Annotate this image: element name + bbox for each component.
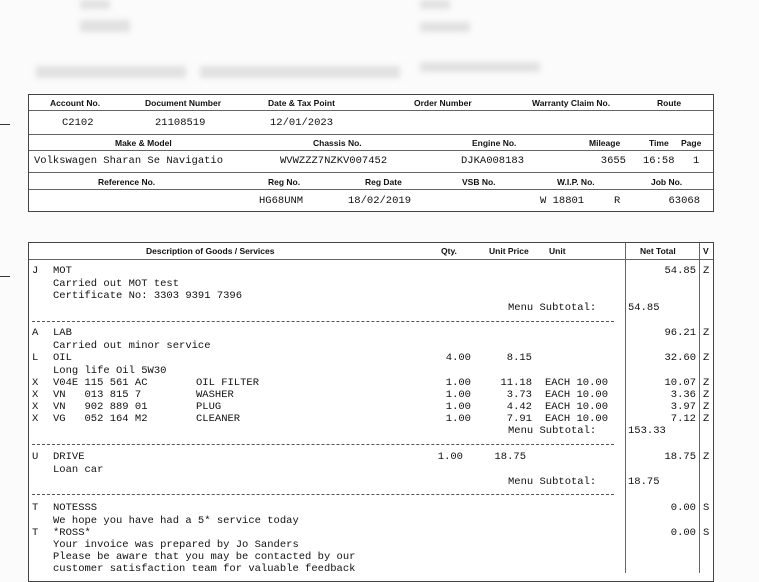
line-title: LAB <box>53 327 72 339</box>
redacted-block <box>80 0 110 9</box>
time: 16:58 <box>643 155 675 167</box>
label-vat: V <box>703 246 709 256</box>
engine-no: DJKA008183 <box>461 155 525 167</box>
vat-code: Z <box>703 401 710 413</box>
label-warranty-claim-no: Warranty Claim No. <box>532 98 611 108</box>
qty: 1.00 <box>437 451 463 463</box>
note-line: *ROSS* <box>53 527 91 539</box>
part-number: VN 902 889 01 <box>53 401 148 413</box>
vat-code: Z <box>703 389 710 401</box>
net-total: 10.07 <box>664 377 696 389</box>
make-model: Volkswagen Sharan Se Navigatio <box>34 155 224 167</box>
qty: 1.00 <box>445 377 471 389</box>
subtotal-label: Menu Subtotal: <box>508 476 597 488</box>
part-name: PLUG <box>196 401 222 413</box>
part-code: X <box>32 389 39 401</box>
line-title: DRIVE <box>53 451 85 463</box>
divider <box>699 243 700 573</box>
part-name: WASHER <box>196 389 234 401</box>
redacted-block <box>200 66 400 78</box>
unit: EACH 10.00 <box>545 389 609 401</box>
unit-price: 18.75 <box>494 451 526 463</box>
line-code: L <box>32 352 39 364</box>
vat-code: Z <box>703 265 710 277</box>
line-code: U <box>32 451 39 463</box>
net-total: 96.21 <box>664 327 696 339</box>
subtotal-label: Menu Subtotal: <box>508 302 597 314</box>
unit: EACH 10.00 <box>545 413 609 425</box>
divider <box>29 172 713 173</box>
part-number: VN 013 815 7 <box>53 389 142 401</box>
vat-code: Z <box>703 352 710 364</box>
line-description: Loan car <box>53 464 104 476</box>
label-mileage: Mileage <box>589 138 621 148</box>
account-no: C2102 <box>62 117 94 129</box>
unit-price: 4.42 <box>506 401 532 413</box>
qty: 4.00 <box>445 352 471 364</box>
reg-date: 18/02/2019 <box>348 195 412 207</box>
label-engine-no: Engine No. <box>472 138 517 148</box>
vat-code: S <box>703 527 710 539</box>
label-page: Page <box>681 138 702 148</box>
reg-no: HG68UNM <box>259 195 304 207</box>
redacted-block <box>420 22 470 32</box>
divider <box>29 134 713 135</box>
unit-price: 11.18 <box>500 377 532 389</box>
net-total: 32.60 <box>664 352 696 364</box>
part-code: X <box>32 377 39 389</box>
part-number: V04E 115 561 AC <box>53 377 148 389</box>
label-account-no: Account No. <box>50 98 101 108</box>
note-line: Your invoice was prepared by Jo Sanders <box>53 539 299 551</box>
vat-code: S <box>703 502 710 514</box>
label-wip-no: W.I.P. No. <box>557 177 595 187</box>
net-total: 0.00 <box>670 527 696 539</box>
divider <box>625 243 626 573</box>
qty: 1.00 <box>445 413 471 425</box>
part-code: X <box>32 413 39 425</box>
vat-code: Z <box>703 377 710 389</box>
vat-code: Z <box>703 327 710 339</box>
qty: 1.00 <box>445 389 471 401</box>
mileage: 3655 <box>600 155 626 167</box>
net-total: 3.97 <box>670 401 696 413</box>
label-reg-no: Reg No. <box>268 177 301 187</box>
section-divider <box>32 494 614 495</box>
line-description: Certificate No: 3303 9391 7396 <box>53 290 243 302</box>
part-number: VG 052 164 M2 <box>53 413 148 425</box>
unit-price: 7.91 <box>506 413 532 425</box>
label-job-no: Job No. <box>651 177 683 187</box>
line-code: T <box>32 502 39 514</box>
page-number: 1 <box>693 155 700 167</box>
net-total: 3.36 <box>670 389 696 401</box>
date-tax-point: 12/01/2023 <box>270 117 334 129</box>
wip-suffix: R <box>614 195 621 207</box>
note-line: We hope you have had a 5* service today <box>53 515 299 527</box>
divider <box>29 110 713 111</box>
net-total: 18.75 <box>664 451 696 463</box>
label-unit-price: Unit Price <box>489 246 529 256</box>
section-divider <box>32 444 614 445</box>
net-total: 54.85 <box>664 265 696 277</box>
redacted-block <box>420 0 450 9</box>
subtotal-value: 54.85 <box>628 302 660 314</box>
line-title: MOT <box>53 265 72 277</box>
label-chassis-no: Chassis No. <box>313 138 362 148</box>
line-code: J <box>32 265 39 277</box>
line-description: Long life Oil 5W30 <box>53 365 167 377</box>
unit-price: 3.73 <box>506 389 532 401</box>
net-total: 7.12 <box>670 413 696 425</box>
line-code: T <box>32 527 39 539</box>
unit: EACH 10.00 <box>545 377 609 389</box>
redacted-block <box>36 66 186 78</box>
label-vsb-no: VSB No. <box>462 177 496 187</box>
chassis-no: WVWZZZ7NZKV007452 <box>280 155 388 167</box>
label-order-number: Order Number <box>414 98 472 108</box>
label-reg-date: Reg Date <box>365 177 402 187</box>
document-number: 21108519 <box>155 117 206 129</box>
part-name: OIL FILTER <box>196 377 260 389</box>
label-reference-no: Reference No. <box>98 177 156 187</box>
redacted-block <box>80 20 130 32</box>
line-description: Carried out MOT test <box>53 278 180 290</box>
label-make-model: Make & Model <box>115 138 172 148</box>
fold-mark <box>0 124 10 125</box>
label-date-tax-point: Date & Tax Point <box>268 98 335 108</box>
label-net-total: Net Total <box>640 246 676 256</box>
unit: EACH 10.00 <box>545 401 609 413</box>
subtotal-value: 153.33 <box>628 425 666 437</box>
vat-code: Z <box>703 413 710 425</box>
qty: 1.00 <box>445 401 471 413</box>
subtotal-value: 18.75 <box>628 476 660 488</box>
label-description: Description of Goods / Services <box>146 246 275 256</box>
part-code: X <box>32 401 39 413</box>
wip-no: W 18801 <box>540 195 585 207</box>
note-line: customer satisfaction team for valuable feedback <box>53 563 356 575</box>
label-time: Time <box>649 138 669 148</box>
vat-code: Z <box>703 451 710 463</box>
label-qty: Qty. <box>441 246 457 256</box>
net-total: 0.00 <box>670 502 696 514</box>
note-line: Please be aware that you may be contacted by our <box>53 551 356 563</box>
part-name: CLEANER <box>196 413 241 425</box>
divider <box>29 189 713 190</box>
line-code: A <box>32 327 39 339</box>
label-document-number: Document Number <box>145 98 222 108</box>
redacted-block <box>420 62 540 72</box>
line-description: Carried out minor service <box>53 340 211 352</box>
divider <box>29 150 713 151</box>
line-title: OIL <box>53 352 72 364</box>
section-divider <box>32 321 614 322</box>
divider <box>29 259 713 260</box>
job-no: 63068 <box>668 195 700 207</box>
label-unit: Unit <box>549 246 566 256</box>
label-route: Route <box>657 98 682 108</box>
fold-mark <box>0 276 10 277</box>
line-title: NOTESSS <box>53 502 98 514</box>
subtotal-label: Menu Subtotal: <box>508 425 597 437</box>
unit-price: 8.15 <box>506 352 532 364</box>
